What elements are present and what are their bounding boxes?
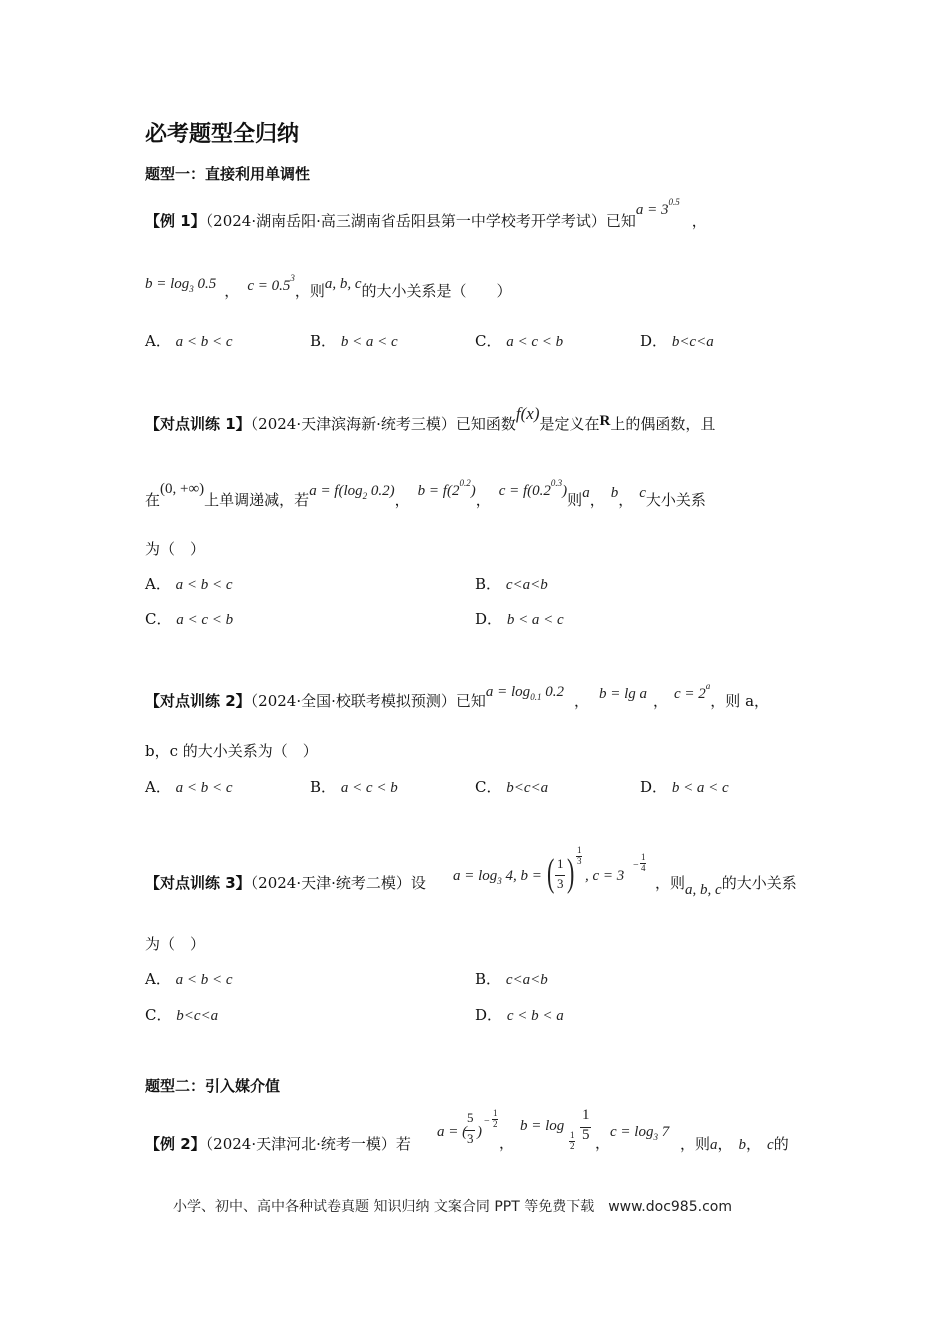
example-1-source: （2024·湖南岳阳·高三湖南省岳阳县第一中学校考开学考试）已知 xyxy=(205,212,636,230)
example-2-tag: 【例 2】 xyxy=(145,1135,206,1153)
example-1-question: 的大小关系是（ ） xyxy=(361,282,512,300)
training-2-option-d: D． b < a < c xyxy=(640,778,729,796)
example-1-tag: 【例 1】 xyxy=(145,212,206,230)
example-1-a-def: $a = 3^{0.5}$ xyxy=(635,197,680,218)
example-1-option-c: C． a < c < b xyxy=(475,332,564,350)
training-3-option-c: C． b<c<a xyxy=(145,1006,219,1024)
training-1-option-c: C． a < c < b xyxy=(145,610,234,628)
training-1-line-2: 在(0, +∞)上单调递减，若$a = f(\log_2$ 0.2)， $b = f(2^{0.2})$， $c = f(0.2^{0.3})$则a， b， c大小关系 xyxy=(145,478,706,509)
training-3-line-2: 为（ ） xyxy=(145,935,206,953)
training-3-option-a: A． a < b < c xyxy=(145,970,233,988)
example-1-vars: a, b, c xyxy=(324,276,362,292)
training-1-option-a: A． a < b < c xyxy=(145,575,233,593)
training-2-line-1: 【对点训练 2】（2024·全国·校联考模拟预测）已知$a = \log_{0.1} 0.2$ ， b = lg a ， $c = 2^a$，则 a， xyxy=(145,681,770,710)
training-3-line-1-tail: ，则a, b, c的大小关系 xyxy=(655,874,797,898)
page-title: 必考题型全归纳 xyxy=(145,122,300,147)
training-2-c-def: $c = 2^a$ xyxy=(674,681,711,702)
training-1-interval: (0, +∞) xyxy=(160,481,205,497)
training-1-tag: 【对点训练 1】 xyxy=(145,415,251,433)
training-3-line-1: 【对点训练 3】（2024·天津·统考二模）设 xyxy=(145,874,426,892)
example-1-c-def: $c = 0.5^3$ xyxy=(247,273,295,294)
footer-text: 小学、初中、高中各种试卷真题 知识归纳 文案合同 PPT 等免费下载 www.doc985.com xyxy=(173,1199,732,1215)
training-3-option-b: B． c<a<b xyxy=(475,970,548,988)
training-2-option-a: A． a < b < c xyxy=(145,778,233,796)
training-3-option-d: D． c < b < a xyxy=(475,1006,564,1024)
example-1-option-a: A． a < b < c xyxy=(145,332,233,350)
section-heading-1: 题型一：直接利用单调性 xyxy=(145,165,311,183)
training-1-function: f(x) xyxy=(515,404,540,423)
example-1-line-1: 【例 1】（2024·湖南岳阳·高三湖南省岳阳县第一中学校考开学考试）已知$a = 3^{0.5}$， xyxy=(145,197,707,230)
training-1-line-1: 【对点训练 1】（2024·天津滨海新·统考三模）已知函数f(x)是定义在R上的偶函数，且 xyxy=(145,404,716,433)
training-2-tag: 【对点训练 2】 xyxy=(145,692,251,710)
training-2-b-def: b = lg a xyxy=(598,686,647,702)
example-1-option-d: D． b<c<a xyxy=(640,332,714,350)
training-2-line-2: b，c 的大小关系为（ ） xyxy=(145,742,318,760)
training-1-option-b: B． c<a<b xyxy=(475,575,548,593)
training-2-option-b: B． a < c < b xyxy=(310,778,398,796)
training-1-a-def: $a = f(\log_2$ 0.2) xyxy=(309,483,395,501)
example-1-line-2: $b = \log_3 0.5$ ， $c = 0.5^3$，则a, b, c的大小关系是（ ） xyxy=(145,273,512,300)
training-2-option-c: C． b<c<a xyxy=(475,778,549,796)
section-heading-2: 题型二：引入媒介值 xyxy=(145,1077,281,1095)
example-1-b-def: $b = \log_3 0.5$ xyxy=(145,276,217,294)
training-1-b-def: $b = f(2^{0.2})$ xyxy=(417,478,476,499)
example-2-line-1: 【例 2】（2024·天津河北·统考一模）若 xyxy=(145,1135,411,1153)
training-1-option-d: D． b < a < c xyxy=(475,610,564,628)
training-1-c-def: $c = f(0.2^{0.3})$ xyxy=(498,478,568,499)
training-2-a-def: $a = \log_{0.1} 0.2$ xyxy=(485,684,564,702)
training-1-line-3: 为（ ） xyxy=(145,540,206,558)
example-2-line-1-tail: ，则a， b， c的 xyxy=(680,1135,789,1153)
training-3-tag: 【对点训练 3】 xyxy=(145,874,251,892)
example-1-option-b: B． b < a < c xyxy=(310,332,398,350)
